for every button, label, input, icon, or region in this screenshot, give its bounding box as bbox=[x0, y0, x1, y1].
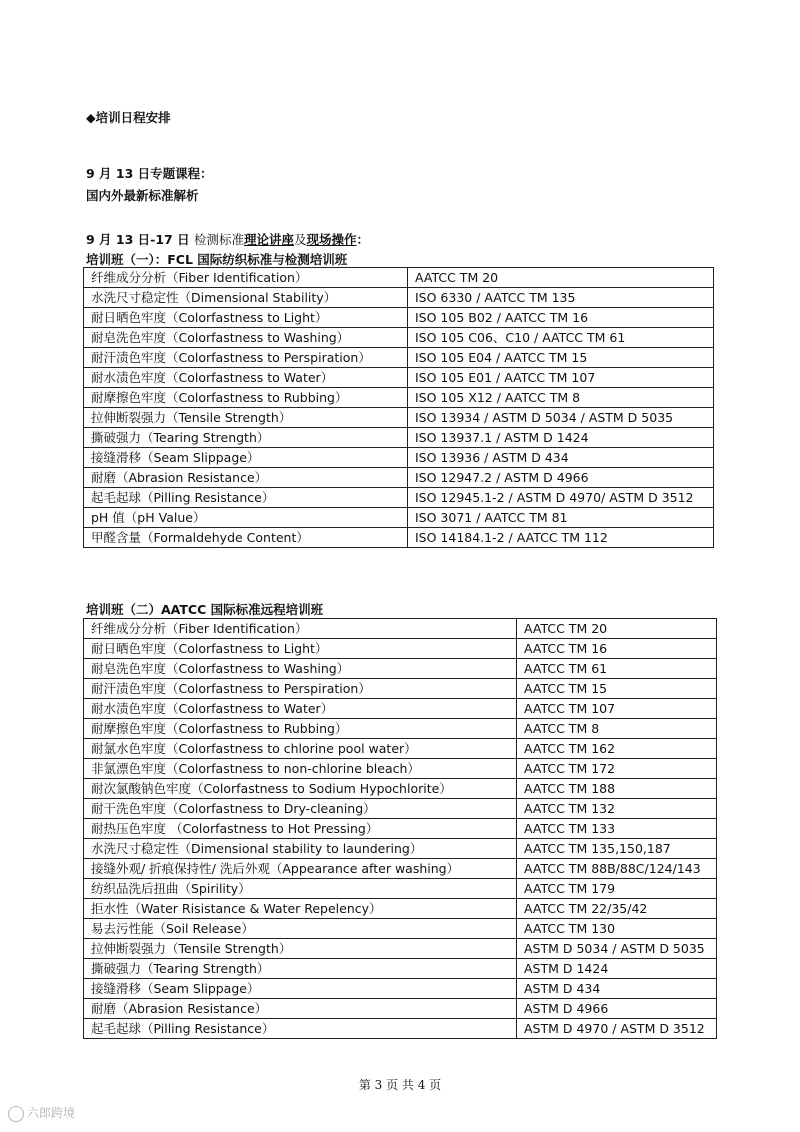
sept13-title: 9 月 13 日专题课程： bbox=[86, 166, 213, 181]
standard-cell: AATCC TM 130 bbox=[517, 919, 717, 939]
standard-cell: ASTM D 4966 bbox=[517, 999, 717, 1019]
class1-row bbox=[84, 308, 714, 328]
watermark-logo-icon bbox=[8, 1106, 24, 1122]
class2-row bbox=[84, 779, 717, 799]
test-item-cell: 纤维成分分析（Fiber Identification） bbox=[84, 619, 517, 639]
test-item-cell: 纺织品洗后扭曲（Spirility） bbox=[84, 879, 517, 899]
standard-cell: ASTM D 5034 / ASTM D 5035 bbox=[517, 939, 717, 959]
test-item-cell: 易去污性能（Soil Release） bbox=[84, 919, 517, 939]
standard-cell: ISO 105 E01 / AATCC TM 107 bbox=[408, 368, 714, 388]
class1-row bbox=[84, 448, 714, 468]
class1-row bbox=[84, 508, 714, 528]
class1-row bbox=[84, 468, 714, 488]
standard-cell: AATCC TM 172 bbox=[517, 759, 717, 779]
standard-cell: ASTM D 434 bbox=[517, 979, 717, 999]
test-item-cell: 非氯漂色牢度（Colorfastness to non-chlorine bleach） bbox=[84, 759, 517, 779]
class1-row bbox=[84, 428, 714, 448]
watermark-text: 六郎跨境 bbox=[27, 1106, 76, 1120]
test-item-cell: pH 值（pH Value） bbox=[84, 508, 408, 528]
standard-cell: AATCC TM 16 bbox=[517, 639, 717, 659]
class1-row bbox=[84, 488, 714, 508]
class1-row bbox=[84, 328, 714, 348]
test-item-cell: 起毛起球（Pilling Resistance） bbox=[84, 488, 408, 508]
test-item-cell: 耐水渍色牢度（Colorfastness to Water） bbox=[84, 368, 408, 388]
class1-row bbox=[84, 288, 714, 308]
standard-cell: ISO 105 C06、C10 / AATCC TM 61 bbox=[408, 328, 714, 348]
class2-row bbox=[84, 699, 717, 719]
class1-row bbox=[84, 368, 714, 388]
test-item-cell: 拉伸断裂强力（Tensile Strength） bbox=[84, 408, 408, 428]
sept13-17-text-e: ： bbox=[356, 232, 370, 247]
test-item-cell: 耐汗渍色牢度（Colorfastness to Perspiration） bbox=[84, 348, 408, 368]
standard-cell: AATCC TM 179 bbox=[517, 879, 717, 899]
test-item-cell: 起毛起球（Pilling Resistance） bbox=[84, 1019, 517, 1039]
test-item-cell: 耐次氯酸钠色牢度（Colorfastness to Sodium Hypochlorite） bbox=[84, 779, 517, 799]
test-item-cell: 耐日晒色牢度（Colorfastness to Light） bbox=[84, 639, 517, 659]
test-item-cell: 耐汗渍色牢度（Colorfastness to Perspiration） bbox=[84, 679, 517, 699]
test-item-cell: 耐磨（Abrasion Resistance） bbox=[84, 468, 408, 488]
test-item-cell: 耐摩擦色牢度（Colorfastness to Rubbing） bbox=[84, 388, 408, 408]
class2-row bbox=[84, 999, 717, 1019]
test-item-cell: 接缝滑移（Seam Slippage） bbox=[84, 979, 517, 999]
class2-row bbox=[84, 679, 717, 699]
class2-row bbox=[84, 839, 717, 859]
sept13-17-text-b: 理论讲座 bbox=[243, 232, 294, 247]
class2-row bbox=[84, 879, 717, 899]
test-item-cell: 纤维成分分析（Fiber Identification） bbox=[84, 268, 408, 288]
test-item-cell: 耐皂洗色牢度（Colorfastness to Washing） bbox=[84, 328, 408, 348]
standard-cell: AATCC TM 188 bbox=[517, 779, 717, 799]
sept13-17-date: 9 月 13 日-17 日 bbox=[86, 232, 190, 247]
test-item-cell: 耐热压色牢度 （Colorfastness to Hot Pressing） bbox=[84, 819, 517, 839]
page-number: 第 3 页 共 4 页 bbox=[358, 1078, 442, 1092]
class1-title: 培训班（一）：FCL 国际纺织标准与检测培训班 bbox=[86, 252, 348, 267]
standard-cell: ASTM D 1424 bbox=[517, 959, 717, 979]
test-item-cell: 耐氯水色牢度（Colorfastness to chlorine pool water） bbox=[84, 739, 517, 759]
class2-row bbox=[84, 819, 717, 839]
class2-row bbox=[84, 739, 717, 759]
class2-row bbox=[84, 799, 717, 819]
standard-cell: ISO 13936 / ASTM D 434 bbox=[408, 448, 714, 468]
class2-row bbox=[84, 719, 717, 739]
sept13-topic: 国内外最新标准解析 bbox=[86, 188, 199, 203]
standard-cell: ISO 13934 / ASTM D 5034 / ASTM D 5035 bbox=[408, 408, 714, 428]
standard-cell: AATCC TM 162 bbox=[517, 739, 717, 759]
standard-cell: ISO 6330 / AATCC TM 135 bbox=[408, 288, 714, 308]
class2-row bbox=[84, 619, 717, 639]
standard-cell: ASTM D 4970 / ASTM D 3512 bbox=[517, 1019, 717, 1039]
class2-row bbox=[84, 1019, 717, 1039]
class2-row bbox=[84, 639, 717, 659]
class2-row bbox=[84, 959, 717, 979]
class2-table bbox=[83, 618, 717, 1039]
test-item-cell: 耐日晒色牢度（Colorfastness to Light） bbox=[84, 308, 408, 328]
standard-cell: ISO 12945.1-2 / ASTM D 4970/ ASTM D 3512 bbox=[408, 488, 714, 508]
standard-cell: AATCC TM 15 bbox=[517, 679, 717, 699]
standard-cell: AATCC TM 8 bbox=[517, 719, 717, 739]
standard-cell: AATCC TM 107 bbox=[517, 699, 717, 719]
test-item-cell: 拒水性（Water Risistance & Water Repelency） bbox=[84, 899, 517, 919]
test-item-cell: 接缝外观/ 折痕保持性/ 洗后外观（Appearance after washing） bbox=[84, 859, 517, 879]
test-item-cell: 接缝滑移（Seam Slippage） bbox=[84, 448, 408, 468]
class2-title: 培训班（二）AATCC 国际标准远程培训班 bbox=[86, 602, 324, 617]
sept13-17-line bbox=[86, 230, 369, 248]
test-item-cell: 耐皂洗色牢度（Colorfastness to Washing） bbox=[84, 659, 517, 679]
class1-table bbox=[83, 267, 714, 548]
test-item-cell: 撕破强力（Tearing Strength） bbox=[84, 428, 408, 448]
sept13-17-text-a: 检测标准 bbox=[193, 232, 244, 247]
standard-cell: ISO 105 B02 / AATCC TM 16 bbox=[408, 308, 714, 328]
test-item-cell: 耐摩擦色牢度（Colorfastness to Rubbing） bbox=[84, 719, 517, 739]
standard-cell: AATCC TM 135,150,187 bbox=[517, 839, 717, 859]
test-item-cell: 水洗尺寸稳定性（Dimensional Stability） bbox=[84, 288, 408, 308]
standard-cell: AATCC TM 88B/88C/124/143 bbox=[517, 859, 717, 879]
class2-row bbox=[84, 899, 717, 919]
class2-row bbox=[84, 659, 717, 679]
class2-row bbox=[84, 759, 717, 779]
sept13-17-text-d: 现场操作 bbox=[306, 232, 357, 247]
standard-cell: ISO 105 E04 / AATCC TM 15 bbox=[408, 348, 714, 368]
test-item-cell: 耐水渍色牢度（Colorfastness to Water） bbox=[84, 699, 517, 719]
standard-cell: AATCC TM 20 bbox=[408, 268, 714, 288]
test-item-cell: 耐干洗色牢度（Colorfastness to Dry-cleaning） bbox=[84, 799, 517, 819]
class1-row bbox=[84, 388, 714, 408]
standard-cell: AATCC TM 132 bbox=[517, 799, 717, 819]
test-item-cell: 耐磨（Abrasion Resistance） bbox=[84, 999, 517, 1019]
standard-cell: ISO 3071 / AATCC TM 81 bbox=[408, 508, 714, 528]
standard-cell: AATCC TM 20 bbox=[517, 619, 717, 639]
standard-cell: ISO 14184.1-2 / AATCC TM 112 bbox=[408, 528, 714, 548]
test-item-cell: 撕破强力（Tearing Strength） bbox=[84, 959, 517, 979]
standard-cell: ISO 13937.1 / ASTM D 1424 bbox=[408, 428, 714, 448]
standard-cell: AATCC TM 133 bbox=[517, 819, 717, 839]
schedule-heading: ◆培训日程安排 bbox=[86, 110, 171, 125]
class2-row bbox=[84, 919, 717, 939]
standard-cell: AATCC TM 22/35/42 bbox=[517, 899, 717, 919]
test-item-cell: 水洗尺寸稳定性（Dimensional stability to laundering） bbox=[84, 839, 517, 859]
class1-row bbox=[84, 268, 714, 288]
class2-row bbox=[84, 939, 717, 959]
test-item-cell: 拉伸断裂强力（Tensile Strength） bbox=[84, 939, 517, 959]
class1-row bbox=[84, 348, 714, 368]
watermark bbox=[8, 1104, 75, 1122]
test-item-cell: 甲醛含量（Formaldehyde Content） bbox=[84, 528, 408, 548]
class2-row bbox=[84, 859, 717, 879]
standard-cell: ISO 105 X12 / AATCC TM 8 bbox=[408, 388, 714, 408]
class1-row bbox=[84, 528, 714, 548]
class2-row bbox=[84, 979, 717, 999]
standard-cell: ISO 12947.2 / ASTM D 4966 bbox=[408, 468, 714, 488]
standard-cell: AATCC TM 61 bbox=[517, 659, 717, 679]
class1-row bbox=[84, 408, 714, 428]
sept13-17-text-c: 及 bbox=[293, 232, 307, 247]
